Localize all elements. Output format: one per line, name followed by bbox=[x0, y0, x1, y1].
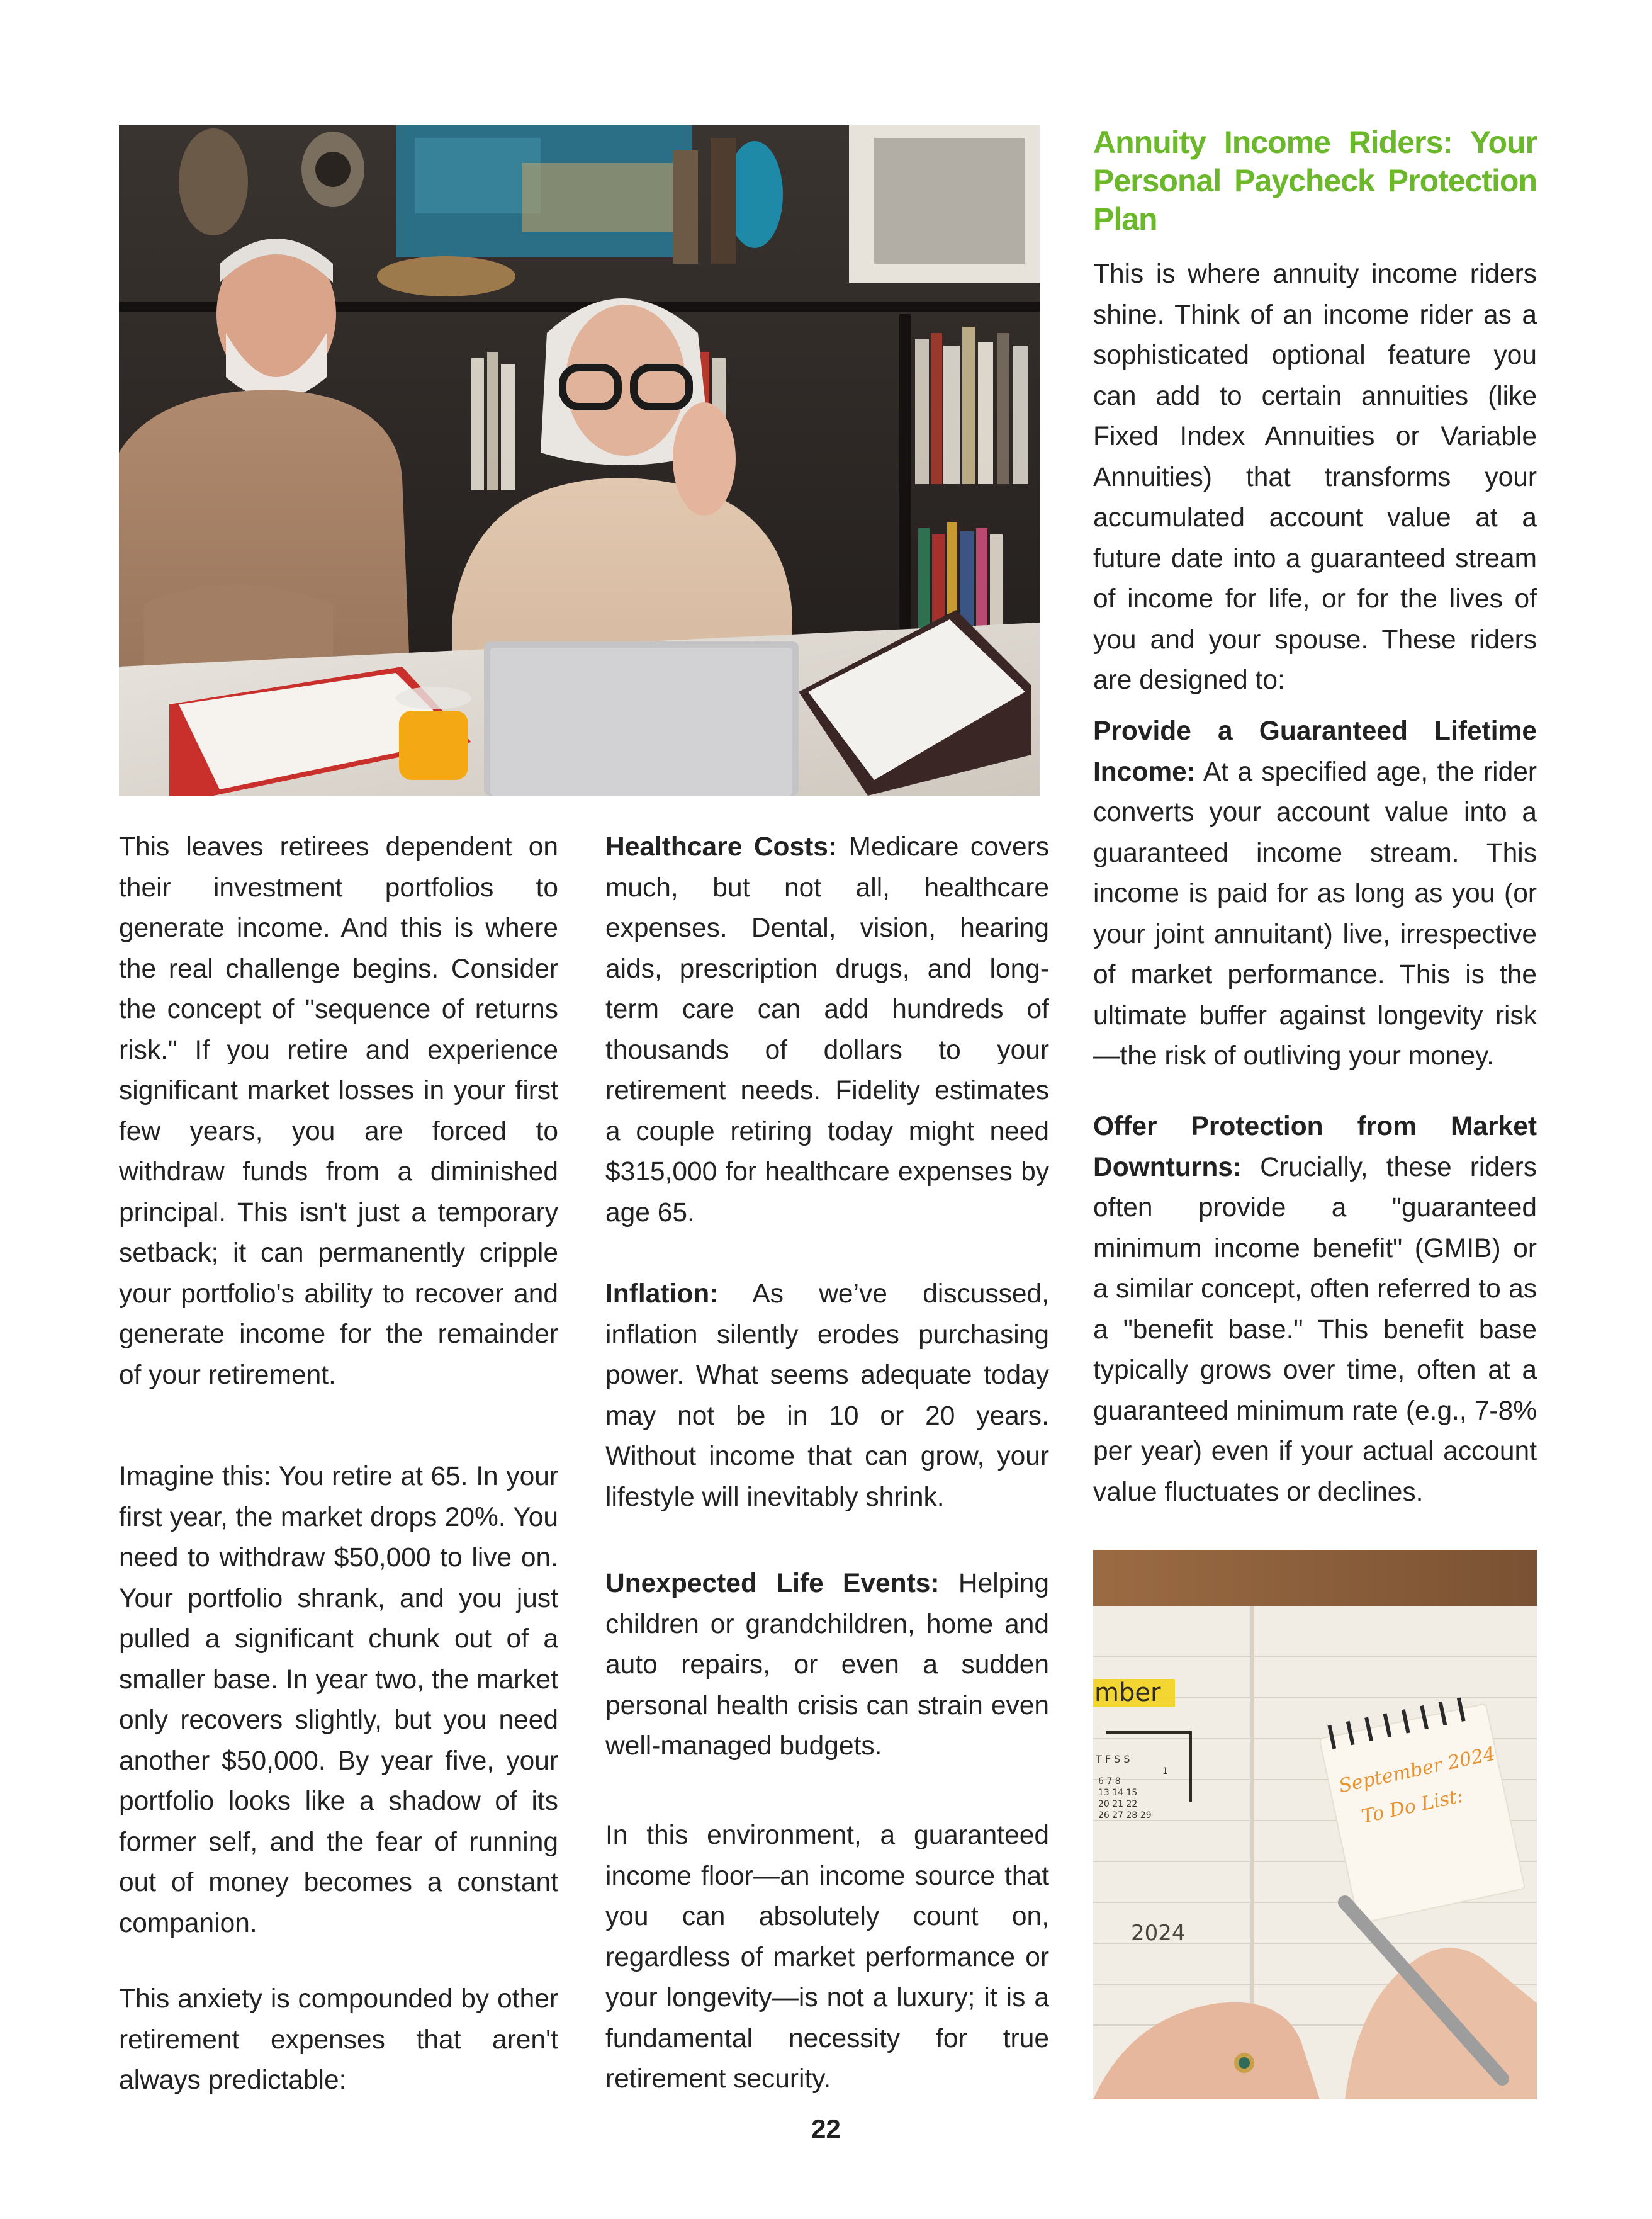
inflation-text: As we’ve discussed, inflation silently erodes purchasing power. What seems adequate today may not be in 10 or 20 years. Without income that can grow, your lifestyle will inevitably shrink. bbox=[605, 1279, 1049, 1512]
healthcare-costs-paragraph bbox=[605, 827, 1049, 1233]
page-number: 22 bbox=[811, 2114, 841, 2143]
planner-year-text: 2024 bbox=[1131, 1921, 1186, 1946]
market-protection-paragraph bbox=[1093, 1107, 1537, 1513]
notepad-date: September 2024 bbox=[1337, 1742, 1498, 1798]
planner-month-fragment: mber bbox=[1094, 1678, 1161, 1707]
notepad-title: To Do List: bbox=[1359, 1785, 1465, 1828]
healthcare-costs-text: Medicare covers much, but not all, healthcare expenses. Dental, vision, hearing aids, prescription drugs, and long-term care can add hundreds of thousands of dollars to your retirement needs. Fidelity estimates a couple retiring today might need $315,000 for healthcare expenses by age 65. bbox=[605, 832, 1050, 1228]
planner-date-row-2: 6 7 8 bbox=[1098, 1776, 1121, 1787]
couple-at-laptop-photo bbox=[119, 125, 1040, 796]
life-events-label: Unexpected Life Events: bbox=[605, 1569, 940, 1598]
income-floor-paragraph: In this environment, a guaranteed income floor—an income source that you can absolutely count on, regardless of market performance or your longevity—is not a luxury; it is a fundamental necessity for true retirement security. bbox=[605, 1821, 1049, 2094]
planner-date-row-1: 1 bbox=[1162, 1766, 1168, 1776]
life-events-paragraph bbox=[605, 1564, 1049, 1767]
guaranteed-income-paragraph bbox=[1093, 711, 1537, 1077]
income-riders-intro: This is where annuity income riders shine. Think of an income rider as a sophisticated optional feature you can add to certain annuities (like Fixed Index Annuities or Variable Annuities) that transforms your accumulated account value at a future date into a guaranteed stream of income for life, or for the lives of you and your spouse. These riders are designed to: bbox=[1093, 259, 1537, 695]
left-paragraph-scenario: Imagine this: You retire at 65. In your first year, the market drops 20%. You need to withdraw $50,000 to live on. Your portfolio shrank, and you just pulled a significant chunk out of a smaller base. In year two, the market only recovers slightly, but you need another $50,000. By year five, your portfolio looks like a shadow of its former self, and the fear of running out of money becomes a constant companion. bbox=[119, 1462, 558, 1938]
inflation-paragraph bbox=[605, 1274, 1049, 1518]
left-paragraph-anxiety: This anxiety is compounded by other retirement expenses that aren't always predictable: bbox=[119, 1984, 558, 2095]
left-paragraph-sequence-risk: This leaves retirees dependent on their investment portfolios to generate income. And this is where the real challenge begins. Consider the concept of "sequence of returns risk." If you retire and experience significant market losses in your first few years, you are forced to withdraw funds from a diminished principal. This isn't just a temporary setback; it can permanently cripple your portfolio's ability to recover and generate income for the remainder of your retirement. bbox=[119, 832, 558, 1390]
planner-date-row-4: 20 21 22 bbox=[1098, 1799, 1138, 1809]
guaranteed-income-label: Provide a Guaranteed Lifetime Income: bbox=[1093, 716, 1537, 787]
planner-photo bbox=[1093, 1550, 1537, 2099]
planner-weekday-row: T F S S bbox=[1096, 1753, 1130, 1765]
guaranteed-income-text: At a specified age, the rider converts your account value into a guaranteed income stream. This income is paid for as long as you (or your joint annuitant) live, irrespective of market performance. This is the ultimate buffer against longevity risk—the risk of outliving your money. bbox=[1093, 757, 1537, 1071]
market-protection-text: Crucially, these riders often provide a "guaranteed minimum income benefit" (GMIB) or a similar concept, often referred to as a "benefit base." This benefit base typically grows over time, often at a guaranteed minimum rate (e.g., 7-8% per year) even if your actual account value fluctuates or declines. bbox=[1093, 1152, 1537, 1507]
life-events-text: Helping children or grandchildren, home and auto repairs, or even a sudden personal health crisis can strain even well-managed budgets. bbox=[605, 1569, 1049, 1761]
planner-date-row-3: 13 14 15 bbox=[1098, 1788, 1138, 1798]
planner-date-row-5: 26 27 28 29 bbox=[1098, 1810, 1152, 1821]
healthcare-costs-label: Healthcare Costs: bbox=[605, 832, 838, 862]
market-protection-label: Offer Protection from Market Downturns: bbox=[1093, 1112, 1537, 1182]
inflation-label: Inflation: bbox=[605, 1279, 719, 1309]
section-heading: Annuity Income Riders: Your Personal Paycheck Protection Plan bbox=[1093, 125, 1537, 237]
